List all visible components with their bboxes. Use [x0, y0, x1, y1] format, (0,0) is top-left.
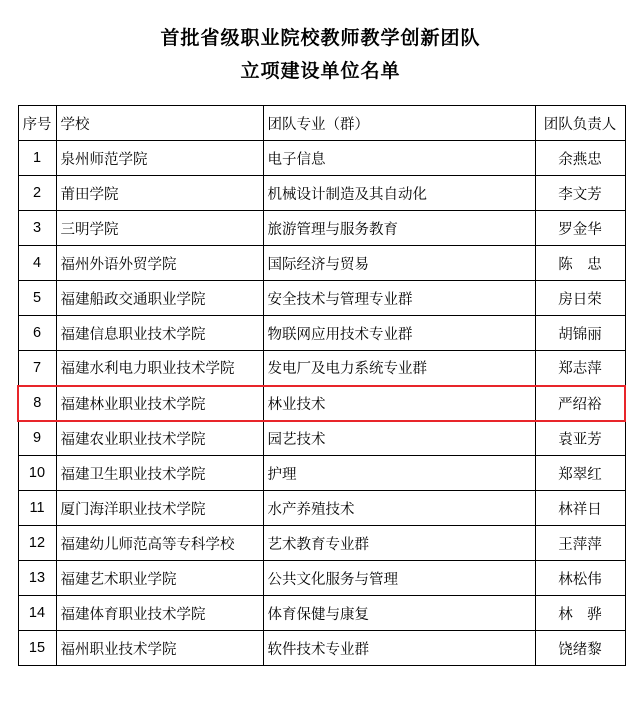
cell-leader: 郑志萍 [535, 351, 625, 386]
table-row [18, 596, 625, 631]
cell-no: 11 [18, 491, 56, 526]
title-line-2: 立项建设单位名单 [240, 61, 401, 82]
cell-major: 机械设计制造及其自动化 [263, 176, 535, 211]
table-row [18, 211, 625, 246]
cell-school: 福州职业技术学院 [56, 631, 263, 666]
header-school: 学校 [56, 106, 263, 141]
cell-major: 发电厂及电力系统专业群 [263, 351, 535, 386]
cell-school: 莆田学院 [56, 176, 263, 211]
header-major: 团队专业（群） [263, 106, 535, 141]
cell-school: 三明学院 [56, 211, 263, 246]
table-row [18, 491, 625, 526]
table-row [18, 281, 625, 316]
cell-leader: 郑翠红 [535, 456, 625, 491]
table-header-row [18, 106, 625, 141]
cell-no: 1 [18, 141, 56, 176]
cell-school: 福建水利电力职业技术学院 [56, 351, 263, 386]
cell-major: 安全技术与管理专业群 [263, 281, 535, 316]
table-row [18, 141, 625, 176]
cell-school: 福州外语外贸学院 [56, 246, 263, 281]
cell-school: 厦门海洋职业技术学院 [56, 491, 263, 526]
cell-school: 福建林业职业技术学院 [56, 386, 263, 421]
cell-major: 物联网应用技术专业群 [263, 316, 535, 351]
cell-major: 电子信息 [263, 141, 535, 176]
cell-no: 6 [18, 316, 56, 351]
table-row [18, 246, 625, 281]
table-row [18, 351, 625, 386]
header-no: 序号 [18, 106, 56, 141]
cell-no: 5 [18, 281, 56, 316]
cell-leader: 陈 忠 [535, 246, 625, 281]
cell-leader: 林祥日 [535, 491, 625, 526]
cell-school: 福建船政交通职业学院 [56, 281, 263, 316]
table-container [17, 105, 624, 666]
cell-school: 泉州师范学院 [56, 141, 263, 176]
cell-major: 国际经济与贸易 [263, 246, 535, 281]
document-title [0, 0, 641, 88]
cell-leader: 饶绪黎 [535, 631, 625, 666]
table-body [18, 141, 625, 666]
cell-leader: 余燕忠 [535, 141, 625, 176]
cell-leader: 李文芳 [535, 176, 625, 211]
cell-major: 旅游管理与服务教育 [263, 211, 535, 246]
cell-no: 12 [18, 526, 56, 561]
cell-major: 园艺技术 [263, 421, 535, 456]
cell-major: 护理 [263, 456, 535, 491]
cell-school: 福建艺术职业学院 [56, 561, 263, 596]
cell-no: 13 [18, 561, 56, 596]
cell-no: 9 [18, 421, 56, 456]
cell-no: 10 [18, 456, 56, 491]
cell-leader: 袁亚芳 [535, 421, 625, 456]
cell-leader: 罗金华 [535, 211, 625, 246]
cell-no: 8 [18, 386, 56, 421]
table-row [18, 316, 625, 351]
cell-major: 软件技术专业群 [263, 631, 535, 666]
cell-school: 福建农业职业技术学院 [56, 421, 263, 456]
cell-leader: 严绍裕 [535, 386, 625, 421]
header-leader: 团队负责人 [535, 106, 625, 141]
cell-school: 福建信息职业技术学院 [56, 316, 263, 351]
cell-major: 公共文化服务与管理 [263, 561, 535, 596]
cell-school: 福建幼儿师范高等专科学校 [56, 526, 263, 561]
table-row [18, 631, 625, 666]
cell-major: 林业技术 [263, 386, 535, 421]
table-row [18, 456, 625, 491]
table-row [18, 386, 625, 421]
cell-no: 3 [18, 211, 56, 246]
table-row [18, 561, 625, 596]
cell-major: 水产养殖技术 [263, 491, 535, 526]
cell-leader: 王萍萍 [535, 526, 625, 561]
cell-no: 14 [18, 596, 56, 631]
cell-no: 4 [18, 246, 56, 281]
cell-major: 艺术教育专业群 [263, 526, 535, 561]
cell-no: 7 [18, 351, 56, 386]
cell-major: 体育保健与康复 [263, 596, 535, 631]
cell-leader: 胡锦丽 [535, 316, 625, 351]
table-row [18, 176, 625, 211]
team-listing-table [17, 105, 626, 666]
title-line-1: 首批省级职业院校教师教学创新团队 [160, 28, 481, 49]
cell-leader: 房日荣 [535, 281, 625, 316]
cell-leader: 林 骅 [535, 596, 625, 631]
cell-no: 15 [18, 631, 56, 666]
table-row [18, 421, 625, 456]
table-row [18, 526, 625, 561]
cell-school: 福建卫生职业技术学院 [56, 456, 263, 491]
cell-school: 福建体育职业技术学院 [56, 596, 263, 631]
cell-no: 2 [18, 176, 56, 211]
cell-leader: 林松伟 [535, 561, 625, 596]
table-header [18, 106, 625, 141]
